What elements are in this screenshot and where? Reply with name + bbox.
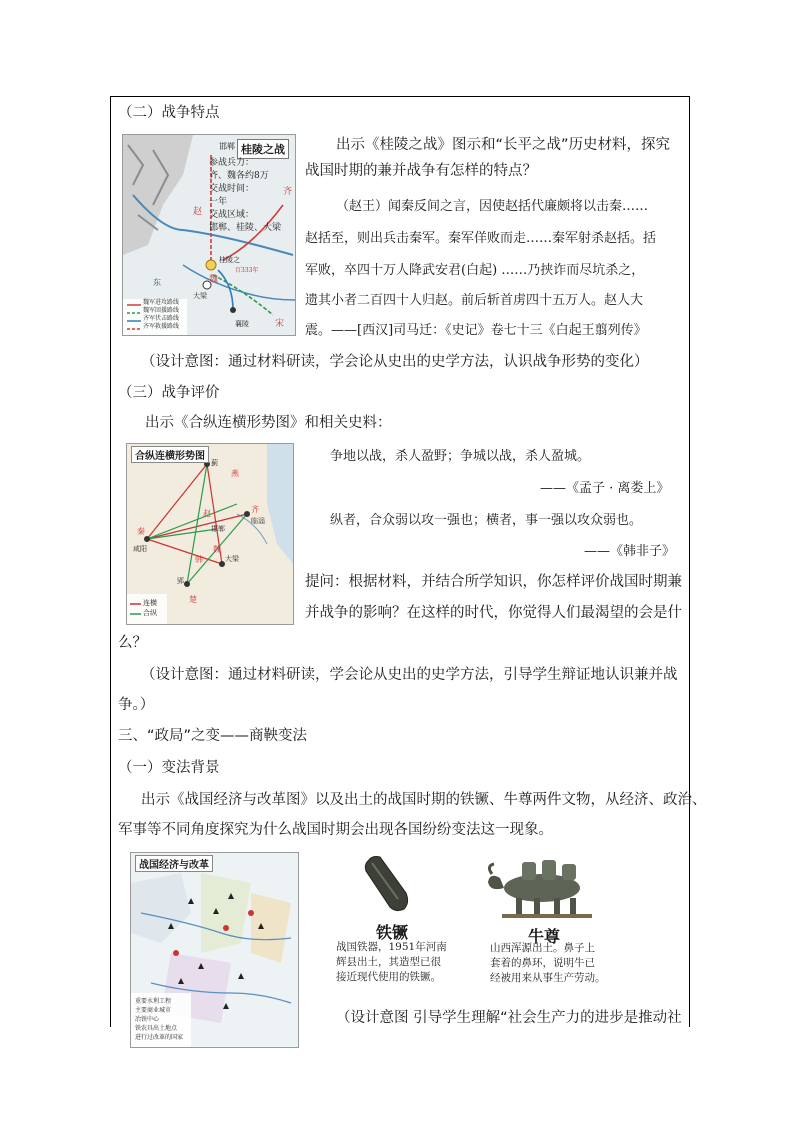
iron-pick-image bbox=[360, 853, 430, 915]
question-line-3: 么？ bbox=[118, 635, 147, 651]
guiling-battle-map bbox=[122, 134, 296, 336]
quote-line-3: 军败，卒四十万人降武安君(白起) ……乃挟诈而尽坑杀之， bbox=[305, 263, 645, 278]
quote-line-1: （赵王）闻秦反间之言，因使赵括代廉颇将以击秦…… bbox=[336, 199, 649, 214]
guiling-label-handan: 邯郸 bbox=[219, 142, 235, 151]
guiling-label-guiling: 桂陵之 bbox=[219, 256, 240, 264]
quote-hanfeizi: 纵者，合众弱以攻一强也；横者，事一强以攻众弱也。 bbox=[330, 513, 643, 528]
quote-line-5: 震。——[西汉]司马迁：《史记》卷七十三《白起王翦列传》 bbox=[305, 323, 647, 338]
source-hanfeizi: ——《韩非子》 bbox=[584, 544, 676, 559]
guiling-map-title: 桂陵之战 bbox=[237, 139, 289, 159]
ox-zun-desc: 山西浑源出土。鼻子上 套着的鼻环，说明牛已 经被用来从事生产劳动。 bbox=[490, 942, 606, 984]
guiling-label-song: 宋 bbox=[275, 319, 285, 329]
alliance-label-wei: 魏 bbox=[213, 545, 221, 554]
reform-para-line-2: 军事等不同角度探究为什么战国时期会出现各国纷纷变法这一现象。 bbox=[118, 822, 553, 838]
quote-line-4: 遗其小者二百四十人归赵。前后斩首虏四十五万人。赵人大 bbox=[305, 293, 644, 308]
economy-map-title: 战国经济与改革 bbox=[135, 855, 213, 872]
intro-line-1: 出示《桂陵之战》图示和“长平之战”历史材料，探究 bbox=[336, 137, 671, 153]
question-line-1: 提问：根据材料，并结合所学知识，你怎样评价战国时期兼 bbox=[305, 574, 682, 590]
design-intent-evaluation-1: （设计意图：通过材料研读，学会论从史出的史学方法，引导学生辩证地认识兼并战 bbox=[141, 667, 678, 683]
guiling-label-daliang: 大梁 bbox=[193, 292, 207, 300]
heading-war-evaluation: （三）战争评价 bbox=[118, 385, 220, 401]
intro-line-2: 战国时期的兼并战争有怎样的特点？ bbox=[305, 163, 537, 179]
alliance-label-yan: 燕 bbox=[231, 469, 239, 478]
iron-pick-name: 铁镢 bbox=[376, 923, 409, 942]
alliance-map-title: 合纵连横形势图 bbox=[131, 446, 209, 463]
iron-pick-desc: 战国铁器，1951年河南 辉县出土，其造型已很 接近现代使用的铁镢。 bbox=[336, 941, 447, 983]
ox-zun-name: 牛尊 bbox=[528, 927, 561, 946]
economy-map-legend: 重要水利工程 主要商业城市 冶铁中心 铁农具出土地点 进行过改革的国家 bbox=[135, 998, 184, 1041]
guiling-map-legend: 魏军进攻路线 魏军回援路线 齐军伏击路线 齐军救援路线 bbox=[143, 299, 180, 330]
guiling-label-wei: 魏 bbox=[209, 275, 219, 285]
guiling-label-dong: 东 bbox=[153, 278, 161, 287]
design-intent-evaluation-2: 争。） bbox=[118, 697, 155, 713]
subheading-reform-background: （一）变法背景 bbox=[118, 760, 220, 776]
quote-mencius: 争地以战，杀人盈野；争城以战，杀人盈城。 bbox=[330, 449, 591, 464]
design-intent-reform: （设计意图 引导学生理解“社会生产力的进步是推动社 bbox=[336, 1010, 682, 1026]
guiling-map-info: 参战兵力： 齐、魏各约8万 交战时间： 一年 交战区域： 邯郸、桂陵、大梁 bbox=[209, 158, 282, 233]
heading-reform: 三、“政局”之变——商鞅变法 bbox=[118, 728, 308, 744]
alliance-label-linzi: 临淄 bbox=[251, 517, 265, 525]
guiling-label-year: 百333年 bbox=[235, 267, 259, 274]
alliance-map bbox=[126, 443, 294, 625]
alliance-label-qi: 齐 bbox=[251, 505, 259, 514]
alliance-label-xianyang: 咸阳 bbox=[133, 545, 147, 553]
alliance-label-chu: 楚 bbox=[189, 595, 197, 604]
heading-war-features: （二）战争特点 bbox=[118, 105, 220, 121]
evaluation-intro: 出示《合纵连横形势图》和相关史料： bbox=[145, 415, 392, 431]
guiling-label-qi: 齐 bbox=[283, 187, 293, 197]
design-intent-war-features: （设计意图：通过材料研读，学会论从史出的史学方法，认识战争形势的变化） bbox=[141, 354, 649, 370]
alliance-label-handan: 邯郸 bbox=[211, 525, 225, 533]
ox-zun-image bbox=[482, 852, 602, 922]
source-mencius: ——《孟子 · 离娄上》 bbox=[540, 481, 670, 496]
guiling-label-zhao: 赵 bbox=[193, 207, 203, 217]
question-line-2: 并战争的影响？在这样的时代，你觉得人们最渴望的会是什 bbox=[305, 605, 682, 621]
reform-para-line-1: 出示《战国经济与改革图》以及出土的战国时期的铁镢、牛尊两件文物，从经济、政治、 bbox=[141, 792, 707, 808]
guiling-label-xiangling: 襄陵 bbox=[235, 320, 249, 328]
alliance-map-legend: 连横 合纵 bbox=[143, 599, 157, 617]
alliance-label-ji: 蓟 bbox=[211, 459, 218, 467]
alliance-label-han: 韩 bbox=[195, 555, 203, 564]
alliance-label-qin: 秦 bbox=[137, 527, 145, 536]
economy-reform-map bbox=[130, 852, 299, 1048]
alliance-label-daliang: 大梁 bbox=[225, 555, 239, 563]
alliance-label-zhao: 赵 bbox=[203, 509, 211, 518]
alliance-label-ying: 郢 bbox=[177, 577, 184, 585]
quote-line-2: 赵括至，则出兵击秦军。秦军佯败而走……秦军射杀赵括。括 bbox=[305, 231, 657, 246]
